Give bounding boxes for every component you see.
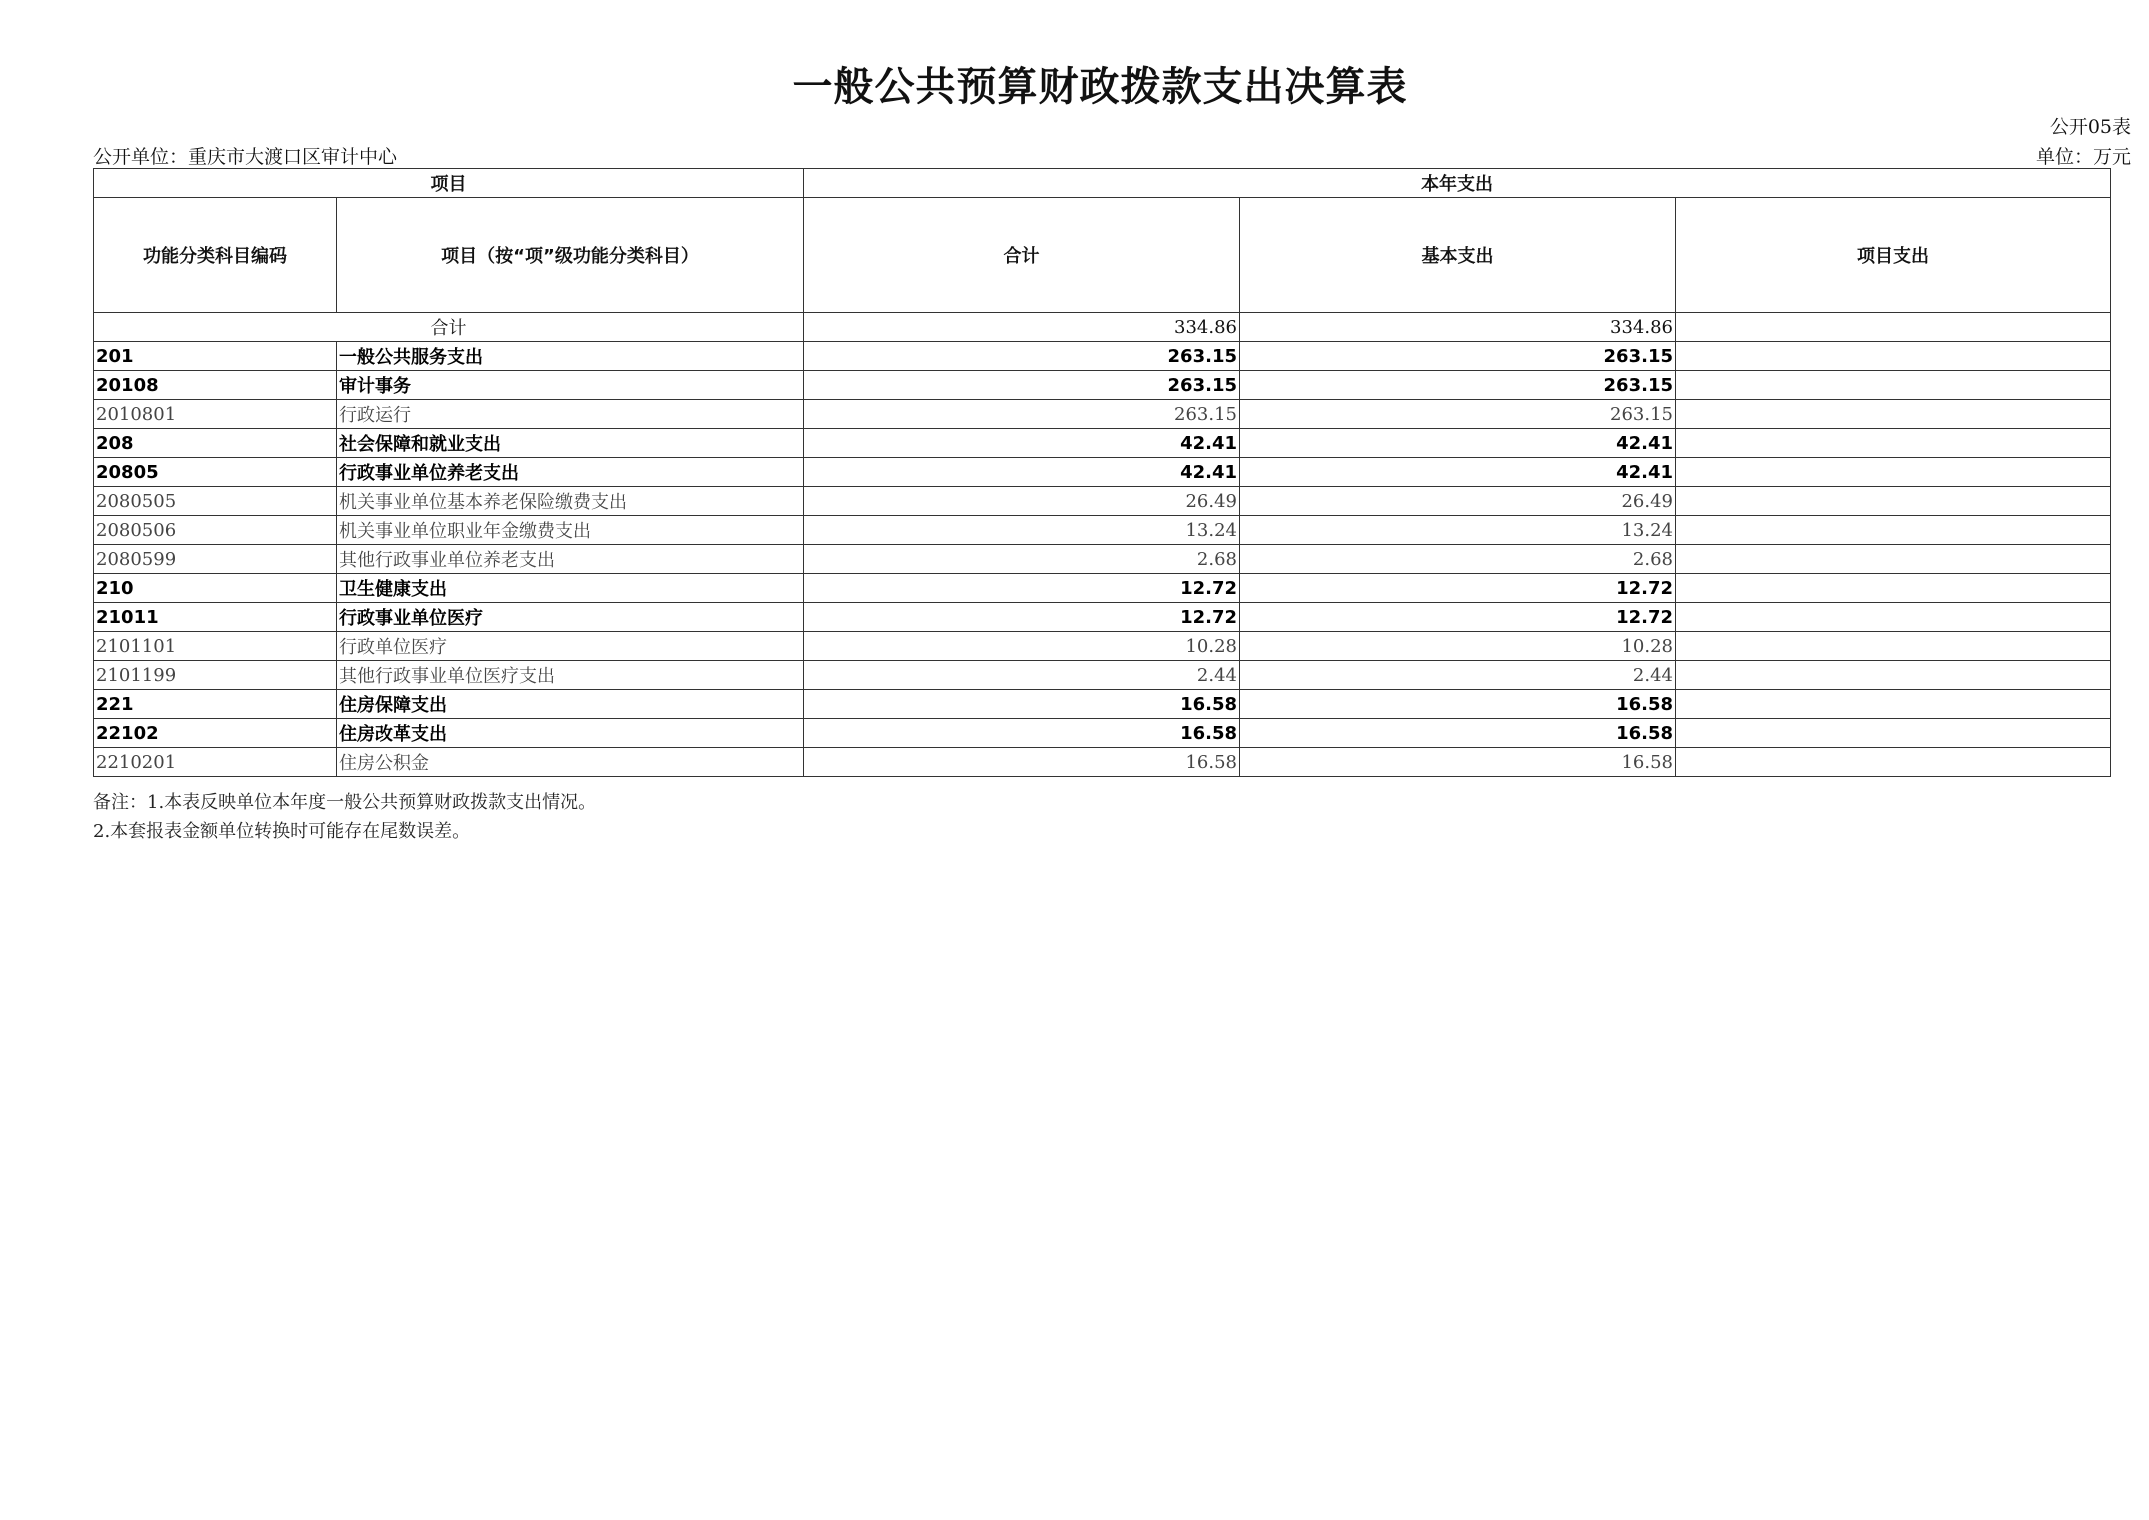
total-row <box>94 313 2111 342</box>
unit-row <box>93 142 2131 168</box>
row-total: 26.49 <box>804 487 1240 516</box>
table-row <box>94 545 2111 574</box>
row-code: 221 <box>94 690 337 719</box>
row-name: 其他行政事业单位医疗支出 <box>337 661 804 690</box>
table-row <box>94 574 2111 603</box>
row-code: 2080505 <box>94 487 337 516</box>
total-amount: 334.86 <box>804 313 1240 342</box>
row-basic: 2.68 <box>1240 545 1676 574</box>
row-name: 一般公共服务支出 <box>337 342 804 371</box>
note-2: 2.本套报表金额单位转换时可能存在尾数误差。 <box>93 821 471 842</box>
row-total: 263.15 <box>804 400 1240 429</box>
row-basic: 16.58 <box>1240 690 1676 719</box>
row-name: 社会保障和就业支出 <box>337 429 804 458</box>
page-title: 一般公共预算财政拨款支出决算表 <box>792 64 1408 110</box>
row-basic: 42.41 <box>1240 458 1676 487</box>
table-row <box>94 371 2111 400</box>
row-project <box>1676 632 2111 661</box>
row-name: 行政单位医疗 <box>337 632 804 661</box>
row-basic: 26.49 <box>1240 487 1676 516</box>
row-project <box>1676 400 2111 429</box>
row-name: 行政事业单位养老支出 <box>337 458 804 487</box>
header-item-group: 项目 <box>94 169 804 198</box>
note-1: 备注：1.本表反映单位本年度一般公共预算财政拨款支出情况。 <box>93 792 597 813</box>
row-basic: 2.44 <box>1240 661 1676 690</box>
form-number: 公开05表 <box>2049 116 2131 138</box>
row-code: 2210201 <box>94 748 337 777</box>
row-total: 16.58 <box>804 748 1240 777</box>
org-label: 公开单位：重庆市大渡口区审计中心 <box>93 146 398 168</box>
table-row <box>94 661 2111 690</box>
table-row <box>94 632 2111 661</box>
row-project <box>1676 342 2111 371</box>
total-basic: 334.86 <box>1240 313 1676 342</box>
table-row <box>94 719 2111 748</box>
table-row <box>94 603 2111 632</box>
table-row <box>94 516 2111 545</box>
row-code: 20805 <box>94 458 337 487</box>
row-code: 20108 <box>94 371 337 400</box>
unit-label: 单位：万元 <box>2035 146 2131 168</box>
row-total: 16.58 <box>804 690 1240 719</box>
table-row <box>94 487 2111 516</box>
row-project <box>1676 545 2111 574</box>
table-row <box>94 400 2111 429</box>
row-name: 审计事务 <box>337 371 804 400</box>
row-project <box>1676 719 2111 748</box>
expense-table <box>93 168 2111 777</box>
row-project <box>1676 429 2111 458</box>
table-row <box>94 748 2111 777</box>
row-project <box>1676 748 2111 777</box>
row-total: 2.44 <box>804 661 1240 690</box>
row-code: 2080506 <box>94 516 337 545</box>
row-code: 210 <box>94 574 337 603</box>
row-project <box>1676 574 2111 603</box>
row-total: 10.28 <box>804 632 1240 661</box>
row-code: 2101101 <box>94 632 337 661</box>
row-total: 42.41 <box>804 429 1240 458</box>
row-code: 201 <box>94 342 337 371</box>
row-basic: 263.15 <box>1240 371 1676 400</box>
row-basic: 10.28 <box>1240 632 1676 661</box>
notes <box>93 788 596 846</box>
row-project <box>1676 661 2111 690</box>
row-basic: 16.58 <box>1240 748 1676 777</box>
table-row <box>94 690 2111 719</box>
row-basic: 12.72 <box>1240 603 1676 632</box>
row-basic: 42.41 <box>1240 429 1676 458</box>
total-project <box>1676 313 2111 342</box>
row-name: 行政运行 <box>337 400 804 429</box>
table-row <box>94 429 2111 458</box>
header-total: 合计 <box>804 198 1240 313</box>
row-basic: 12.72 <box>1240 574 1676 603</box>
row-total: 263.15 <box>804 342 1240 371</box>
header-basic: 基本支出 <box>1240 198 1676 313</box>
table-row <box>94 458 2111 487</box>
row-project <box>1676 487 2111 516</box>
row-code: 21011 <box>94 603 337 632</box>
row-project <box>1676 603 2111 632</box>
total-label: 合计 <box>94 313 804 342</box>
header-project: 项目支出 <box>1676 198 2111 313</box>
row-total: 263.15 <box>804 371 1240 400</box>
header-expense-group: 本年支出 <box>804 169 2111 198</box>
header-name: 项目（按“项”级功能分类科目） <box>337 198 804 313</box>
row-total: 16.58 <box>804 719 1240 748</box>
row-name: 其他行政事业单位养老支出 <box>337 545 804 574</box>
row-project <box>1676 371 2111 400</box>
row-code: 208 <box>94 429 337 458</box>
row-code: 2010801 <box>94 400 337 429</box>
row-basic: 16.58 <box>1240 719 1676 748</box>
table-row <box>94 342 2111 371</box>
row-name: 行政事业单位医疗 <box>337 603 804 632</box>
row-name: 机关事业单位基本养老保险缴费支出 <box>337 487 804 516</box>
row-total: 42.41 <box>804 458 1240 487</box>
row-project <box>1676 516 2111 545</box>
row-total: 2.68 <box>804 545 1240 574</box>
row-total: 13.24 <box>804 516 1240 545</box>
row-name: 住房保障支出 <box>337 690 804 719</box>
row-project <box>1676 458 2111 487</box>
row-code: 22102 <box>94 719 337 748</box>
row-total: 12.72 <box>804 603 1240 632</box>
row-name: 卫生健康支出 <box>337 574 804 603</box>
row-project <box>1676 690 2111 719</box>
row-total: 12.72 <box>804 574 1240 603</box>
header-code: 功能分类科目编码 <box>94 198 337 313</box>
row-basic: 13.24 <box>1240 516 1676 545</box>
row-name: 机关事业单位职业年金缴费支出 <box>337 516 804 545</box>
row-code: 2080599 <box>94 545 337 574</box>
row-code: 2101199 <box>94 661 337 690</box>
row-basic: 263.15 <box>1240 400 1676 429</box>
row-name: 住房公积金 <box>337 748 804 777</box>
row-name: 住房改革支出 <box>337 719 804 748</box>
row-basic: 263.15 <box>1240 342 1676 371</box>
